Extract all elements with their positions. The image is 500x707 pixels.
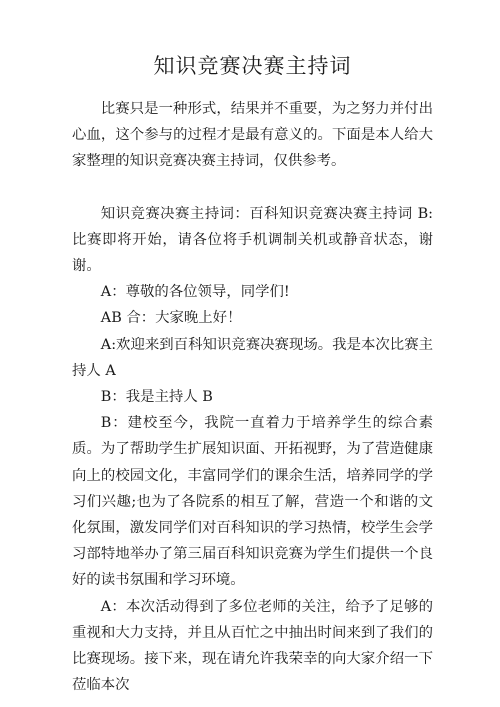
intro-paragraph: 比赛只是一种形式，结果并不重要，为之努力并付出心血，这个参与的过程才是最有意义的。下面是本人给大家整理的知识竞赛决赛主持词，仅供参考。 — [72, 101, 433, 170]
body-paragraph: 知识竞赛决赛主持词：百科知识竞赛决赛主持词 B:比赛即将开始，请各位将手机调制关机或静音状态，谢谢。 — [72, 205, 433, 275]
body-paragraph: B：建校至今，我院一直着力于培养学生的综合素质。为了帮助学生扩展知识面、开拓视野，为了营造健康向上的校园文化，丰富同学们的课余生活，培养同学的学习们兴趣;也为了各院系的相互了解，营造一个和谐的文化氛围，激发同学们对百科知识的学习热情，校学生会学习部特地举办了第三届百科知识竞赛为学生们提供一个良好的读书氛围和学习环境。 — [72, 415, 433, 589]
body-paragraph: B：我是主持人 B — [100, 389, 213, 406]
body-paragraph: A：本次活动得到了多位老师的关注，给予了足够的重视和大力支持，并且从百忙之中抽出时间来到了我们的比赛现场。接下来，现在请允许我荣幸的向大家介绍一下莅临本次 — [72, 598, 433, 694]
document-body — [72, 96, 433, 698]
document-title: 知识竞赛决赛主持词 — [153, 54, 352, 78]
body-paragraph: A:欢迎来到百科知识竞赛决赛现场。我是本次比赛主持人 A — [72, 336, 433, 379]
body-paragraph: AB 合：大家晚上好！ — [100, 310, 242, 327]
body-paragraph: A：尊敬的各位领导，同学们! — [100, 284, 290, 301]
